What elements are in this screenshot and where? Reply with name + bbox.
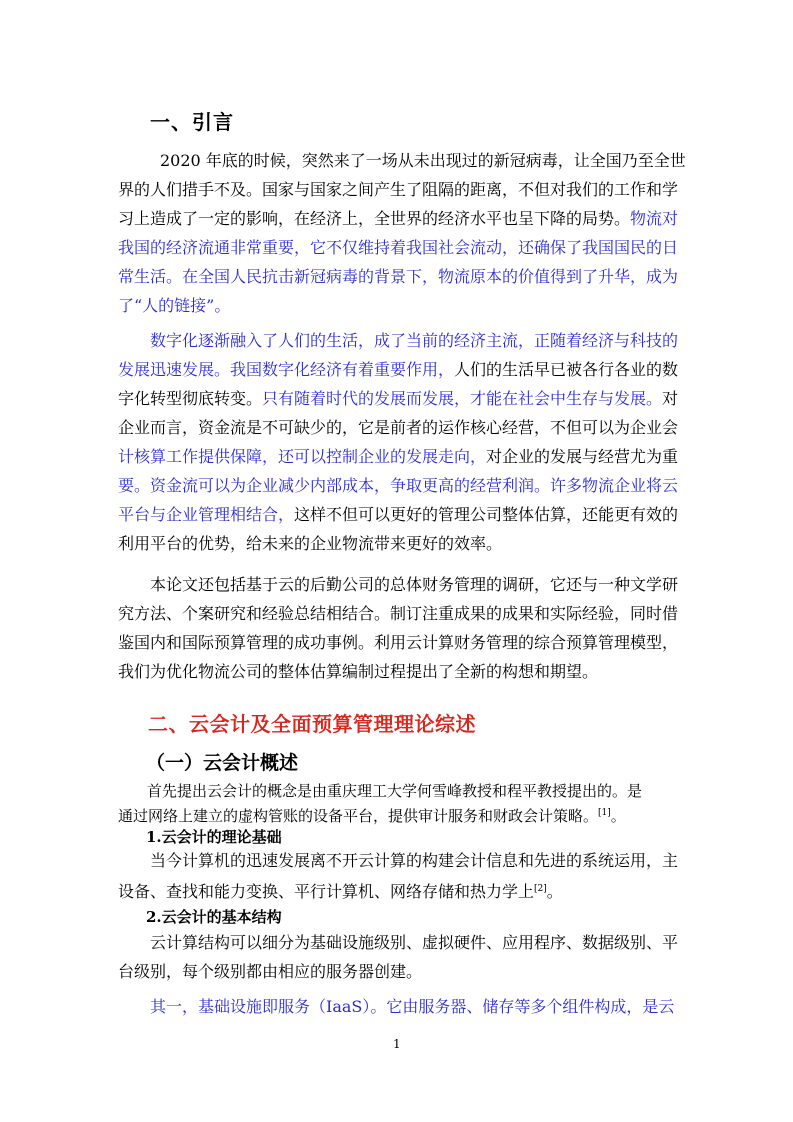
- highlighted-text: 要。资金流可以为企业减少内部成本，争取更高的经营利润。许多物流企业将云: [118, 476, 679, 495]
- text-line: [118, 384, 679, 413]
- body-text: 利用平台的优势，给未来的企业物流带来更好的效率。: [118, 534, 503, 553]
- highlighted-text: 数字化逐渐融入了人们的生活，成了当前的经济主流，正随着经济与科技的: [150, 331, 679, 350]
- highlighted-text: 了“人的链接”。: [118, 296, 231, 315]
- intro-paragraph-1: [118, 146, 686, 320]
- body-text: 字化转型彻底转变。: [118, 389, 263, 408]
- rich-lines: [118, 570, 679, 686]
- body-text: 本论文还包括基于云的后勤公司的总体财务管理的调研，它还与一种文学研: [150, 575, 679, 594]
- highlighted-text: 发展迅速发展。我国数字化经济有着重要作用，: [118, 360, 455, 379]
- iaas-paragraph: [118, 992, 678, 1021]
- page-number: 1: [393, 1037, 401, 1051]
- body-text: 2020 年底的时候，突然来了一场从未出现过的新冠病毒，让全国乃至全世: [160, 151, 686, 170]
- highlighted-text: 我国的经济流通非常重要，它不仅维持着我国社会流动，还确保了我国国民的日: [118, 238, 679, 257]
- theory-line-1: 当今计算机的迅速发展离不开云计算的构建会计信息和先进的系统运用，主: [150, 851, 679, 870]
- text-line: [118, 262, 679, 291]
- text-line: [118, 570, 679, 599]
- text-line: [118, 233, 679, 262]
- theory-line-2-end: 。: [546, 882, 563, 901]
- body-text: 我们为优化物流公司的整体估算编制过程提出了全新的构想和期望。: [118, 662, 599, 681]
- theory-line-2: [118, 875, 678, 906]
- body-text: 这样不但可以更好的管理公司整体估算，还能更有效的: [294, 505, 679, 524]
- text-line: [118, 628, 679, 657]
- text-line: [118, 529, 673, 558]
- iaas-line-1: 其一，基础设施即服务（IaaS）。它由服务器、储存等多个组件构成，是云: [150, 997, 675, 1016]
- highlighted-text: 只有随着时代的发展而发展，才能在社会中生存与发展。: [262, 389, 663, 408]
- structure-paragraph: [118, 928, 678, 986]
- text-line: [118, 471, 679, 500]
- body-text: 习上造成了一定的影响，在经济上，全世界的经济水平也呈下降的局势。: [118, 209, 631, 228]
- text-line: [118, 146, 686, 175]
- text-line: [118, 442, 679, 471]
- highlighted-text: 计核算工作提供保障，还可以控制企业的发展走向，: [118, 447, 487, 466]
- body-text: 鉴国内和国际预算管理的成功事例。利用云计算财务管理的综合预算管理模型，: [118, 633, 679, 652]
- highlighted-text: 常生活。在全国人民抗击新冠病毒的背景下，物流原本的价值得到了升华，成为: [118, 267, 679, 286]
- body-text: 对企业的发展与经营尤为重: [486, 447, 679, 466]
- rich-lines: [118, 146, 686, 320]
- body-text: 人们的生活早已被各行各业的数: [454, 360, 679, 379]
- text-line: [118, 355, 679, 384]
- citation-ref-1[interactable]: [1]: [598, 808, 611, 818]
- theory-paragraph: [118, 846, 678, 906]
- heading-theory-basis: 1.云会计的理论基础: [146, 828, 282, 846]
- overview-line-1: 首先提出云会计的概念是由重庆理工大学何雪峰教授和程平教授提出的。是: [147, 782, 643, 800]
- overview-line-2: [118, 802, 678, 827]
- body-text: 究方法、个案研究和经验总结相结合。制订注重成果的成果和实际经验，同时借: [118, 604, 679, 623]
- section-title-introduction: 一、引言: [150, 110, 234, 134]
- intro-paragraph-3: [118, 570, 679, 686]
- text-line: [118, 291, 673, 320]
- text-line: [118, 657, 673, 686]
- body-text: 界的人们措手不及。国家与国家之间产生了阻隔的距离，不但对我们的工作和学: [118, 180, 679, 199]
- text-line: [118, 175, 679, 204]
- text-line: [118, 326, 679, 355]
- highlighted-text: 物流对: [630, 209, 679, 228]
- heading-basic-structure: 2.云会计的基本结构: [146, 908, 282, 926]
- overview-paragraph: [118, 780, 678, 827]
- structure-line-1: 云计算结构可以细分为基础设施级别、虚拟硬件、应用程序、数据级别、平: [150, 933, 679, 952]
- theory-line-2-text: 设备、查找和能力变换、平行计算机、网络存储和热力学上: [118, 882, 535, 901]
- structure-line-2: 台级别，每个级别都由相应的服务器创建。: [118, 962, 423, 981]
- body-text: 企业而言，资金流是不可缺少的，它是前者的运作核心经营，不但可以为企业会: [118, 418, 679, 437]
- text-line: [118, 204, 679, 233]
- subsection-title-overview: （一）云会计概述: [146, 752, 299, 774]
- text-line: [118, 500, 679, 529]
- body-text: 对: [662, 389, 679, 408]
- overview-line-2-end: 。: [610, 807, 626, 825]
- overview-line-2-text: 通过网络上建立的虚构管账的设备平台，提供审计服务和财政会计策略。: [118, 807, 599, 825]
- text-line: [118, 413, 679, 442]
- section-title-cloud-accounting: 二、云会计及全面预算管理理论综述: [148, 712, 476, 736]
- citation-ref-2[interactable]: [2]: [534, 884, 547, 894]
- intro-paragraph-2: [118, 326, 679, 558]
- highlighted-text: 平台与企业管理相结合，: [118, 505, 295, 524]
- rich-lines: [118, 326, 679, 558]
- text-line: [118, 599, 679, 628]
